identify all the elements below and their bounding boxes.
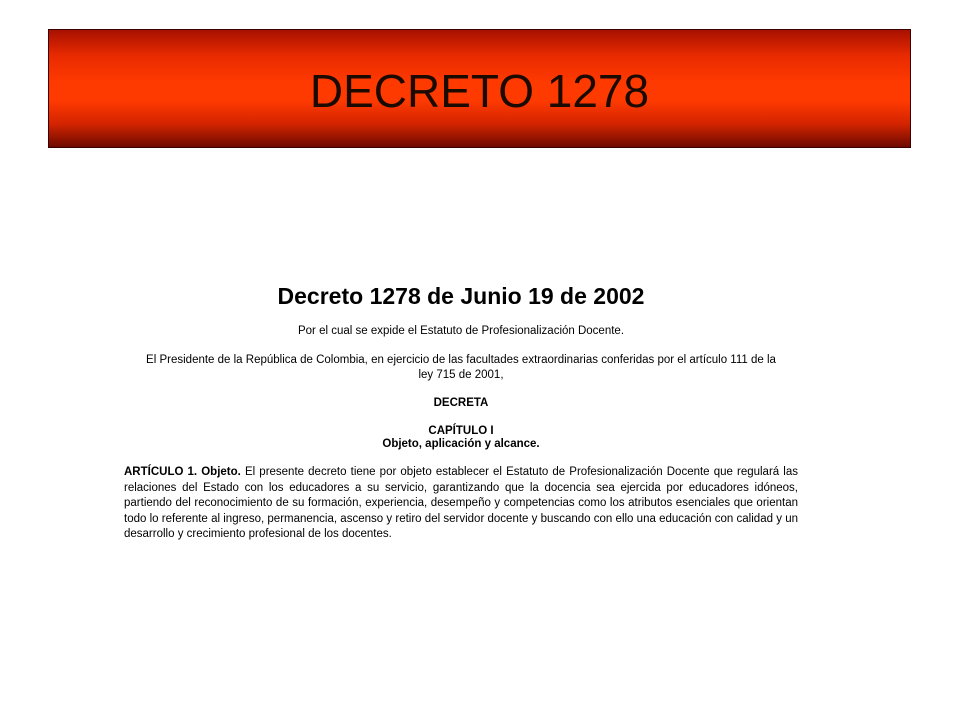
article-text: El presente decreto tiene por objeto establecer el Estatuto de Profesionalización Docente que regulará las relaciones del Estado con los educadores a su servicio, garantizando que la docencia sea ejercida por educadores idóneos, partiendo del reconocimiento de su formación, experiencia, desempeño y competencias como los atributos esenciales que orientan todo lo referente al ingreso, permanencia, ascenso y retiro del servidor docente y buscando con ello una educación con calidad y un desarrollo y crecimiento profesional de los docentes. <box>124 466 798 540</box>
decreta-label: DECRETA <box>433 397 489 409</box>
chapter-number: CAPÍTULO I <box>428 425 494 437</box>
document-subtitle: Por el cual se expide el Estatuto de Profesionalización Docente. <box>297 325 625 337</box>
document-heading: Decreto 1278 de Junio 19 de 2002 <box>277 283 645 309</box>
chapter-heading <box>124 425 798 451</box>
chapter-title: Objeto, aplicación y alcance. <box>382 438 540 450</box>
document-preamble: El Presidente de la República de Colombia, en ejercicio de las facultades extraordinarias conferidas por el artículo 111 de la ley 715 de 2001, <box>146 354 776 381</box>
slide-title: DECRETO 1278 <box>309 64 650 117</box>
article-label: ARTÍCULO 1. Objeto. <box>124 466 241 478</box>
title-banner <box>48 29 911 148</box>
document-image <box>124 280 798 543</box>
article-1 <box>124 465 798 543</box>
